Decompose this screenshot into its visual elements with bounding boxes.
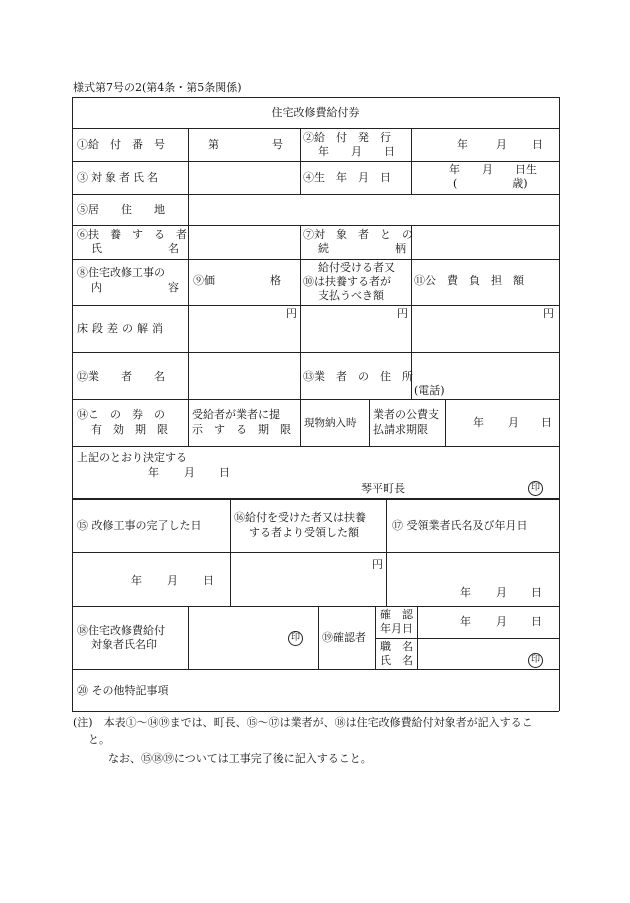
form-title: 住宅改修費給付券 bbox=[271, 106, 360, 119]
f1-label: ①給 付 番 号 bbox=[77, 138, 165, 151]
f17-date-gatsu: 月 bbox=[496, 586, 507, 599]
f11-label: ⑪公 費 負 担 額 bbox=[414, 274, 524, 287]
f2-date-nen: 年 bbox=[457, 138, 468, 151]
f1-dai: 第 bbox=[208, 138, 219, 151]
decision-nichi: 日 bbox=[219, 466, 230, 479]
post-label-a: 職 名 bbox=[380, 640, 413, 653]
form-id: 様式第7号の2(第4条・第5条関係) bbox=[73, 81, 242, 94]
f2-date-gatsu: 月 bbox=[496, 138, 507, 151]
f17-date-nichi: 日 bbox=[531, 586, 542, 599]
f16-label-a: ⑯給付を受けた者又は扶養 bbox=[234, 511, 366, 524]
f19-label: ⑲確認者 bbox=[322, 631, 366, 644]
f17-date-nen: 年 bbox=[460, 586, 471, 599]
f2-date-nichi: 日 bbox=[532, 138, 543, 151]
yen-f11: 円 bbox=[543, 307, 554, 320]
f17-label: ⑰ 受領業者氏名及び年月日 bbox=[392, 519, 528, 532]
f6-label-b: 氏 名 bbox=[91, 242, 179, 255]
f18-label-a: ⑱住宅改修費給付 bbox=[77, 624, 165, 637]
note-line-1: (注) 本表①～⑭⑲までは、町長、⑮～⑰は業者が、⑱は住宅改修費給付対象者が記入するこ bbox=[73, 716, 533, 729]
yen-f10: 円 bbox=[397, 307, 408, 320]
f14-label-a: ⑭こ の 券 の bbox=[77, 408, 165, 421]
f4-value-b: ( 歳) bbox=[453, 177, 528, 190]
f10-label-c: 支払うべき額 bbox=[318, 289, 384, 302]
mayor-seal: 印 bbox=[528, 481, 543, 496]
present-label-a: 受給者が業者に提 bbox=[192, 408, 280, 421]
f15-date-gatsu: 月 bbox=[167, 574, 178, 587]
f15-label: ⑮ 改修工事の完了した日 bbox=[77, 519, 202, 532]
confirm-date-nichi: 日 bbox=[531, 615, 542, 628]
f8-label-b: 内 容 bbox=[91, 281, 179, 294]
claim-date-nichi: 日 bbox=[541, 416, 552, 429]
decision-nen: 年 bbox=[148, 466, 159, 479]
confirmer-seal: 印 bbox=[528, 653, 543, 668]
f15-date-nichi: 日 bbox=[203, 574, 214, 587]
yen-f16: 円 bbox=[372, 558, 383, 571]
decision-text: 上記のとおり決定する bbox=[77, 451, 187, 464]
post-label-b: 氏 名 bbox=[380, 654, 413, 667]
f10-label-b: ⑩は扶養する者が bbox=[303, 275, 391, 288]
f3-label: ③対象者氏名 bbox=[77, 171, 161, 184]
confirm-label-a: 確 認 bbox=[380, 608, 413, 621]
note-line-3: なお、⑮⑱⑲については工事完了後に記入すること。 bbox=[108, 752, 372, 765]
f12-label: ⑫業 者 名 bbox=[77, 370, 165, 383]
f14-label-b: 有 効 期 限 bbox=[91, 423, 168, 436]
f16-label-b: する者より受領した額 bbox=[249, 526, 359, 539]
f7-label-b: 続 柄 bbox=[318, 242, 406, 255]
claim-label-a: 業者の公費支 bbox=[373, 408, 439, 421]
present-label-b: 示 す る 期 限 bbox=[192, 423, 291, 436]
f6-label-a: ⑥扶 養 す る 者 bbox=[77, 228, 187, 241]
note-line-2: と。 bbox=[88, 733, 110, 746]
decision-gatsu: 月 bbox=[184, 466, 195, 479]
mayor-title: 琴平町長 bbox=[361, 482, 405, 495]
f8-label-a: ⑧住宅改修工事の bbox=[77, 266, 165, 279]
confirm-label-b: 年月日 bbox=[380, 622, 413, 635]
f5-label: ⑤居 住 地 bbox=[77, 203, 165, 216]
claim-date-nen: 年 bbox=[473, 416, 484, 429]
confirm-date-gatsu: 月 bbox=[496, 615, 507, 628]
work-item: 床段差の解消 bbox=[77, 322, 167, 335]
f2-label-b: 年 月 日 bbox=[318, 145, 395, 158]
f15-date-nen: 年 bbox=[131, 574, 142, 587]
claim-label-b: 払請求期限 bbox=[373, 423, 428, 436]
recipient-seal: 印 bbox=[288, 631, 303, 646]
f10-label-a: 給付受ける者又 bbox=[318, 261, 395, 274]
f20-label: ⑳ その他特記事項 bbox=[77, 684, 169, 697]
f13-label: ⑬業 者 の 住 所 bbox=[303, 370, 413, 383]
f4-value-a: 年 月 日生 bbox=[449, 163, 537, 176]
tel-label: (電話) bbox=[414, 384, 445, 397]
f7-label-a: ⑦対 象 者 と の bbox=[303, 228, 413, 241]
f9-label: ⑨価 格 bbox=[193, 274, 281, 287]
f18-label-b: 対象者氏名印 bbox=[91, 638, 157, 651]
f4-label: ④生 年 月 日 bbox=[303, 171, 391, 184]
confirm-date-nen: 年 bbox=[460, 615, 471, 628]
f2-label-a: ②給 付 発 行 bbox=[303, 131, 391, 144]
cash-label: 現物納入時 bbox=[304, 417, 357, 429]
claim-date-gatsu: 月 bbox=[508, 416, 519, 429]
yen-f9: 円 bbox=[286, 307, 297, 320]
f1-go: 号 bbox=[272, 138, 283, 151]
